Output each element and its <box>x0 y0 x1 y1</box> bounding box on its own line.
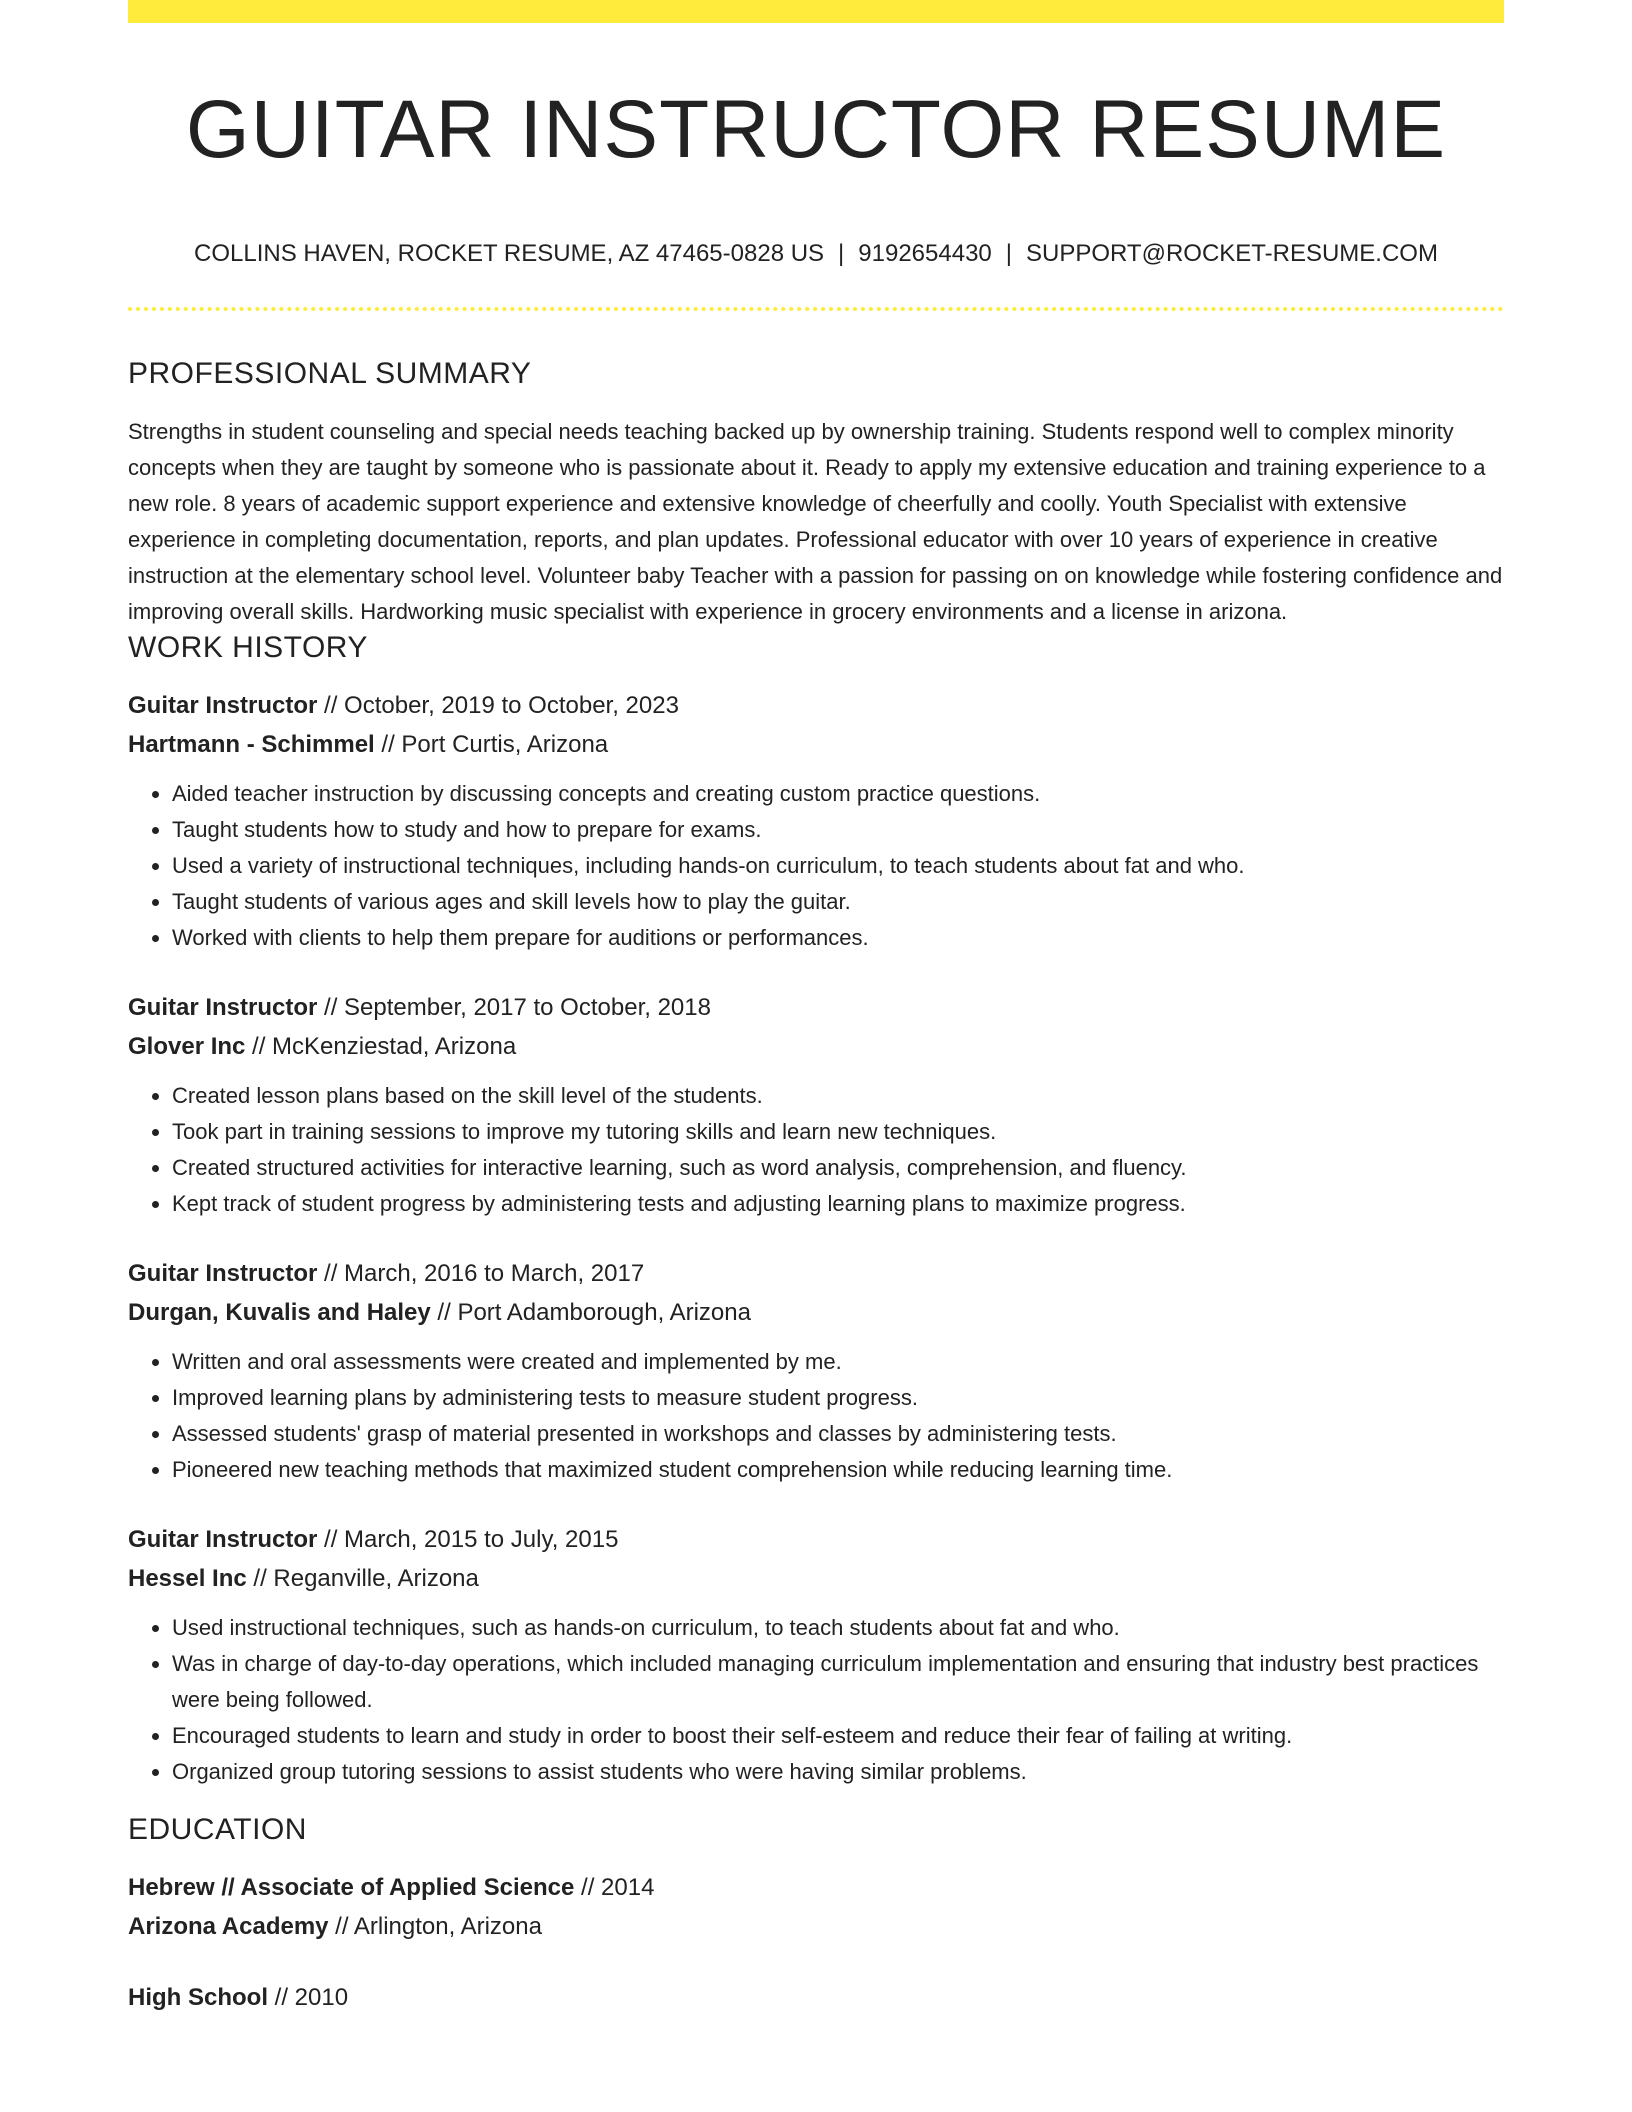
education-degree: High School <box>128 1984 268 2011</box>
job-dates: // October, 2019 to October, 2023 <box>317 692 679 719</box>
job-dates: // September, 2017 to October, 2018 <box>317 994 711 1021</box>
education-heading: EDUCATION <box>128 1813 307 1846</box>
job-company: Glover Inc <box>128 1033 246 1060</box>
job-title: Guitar Instructor <box>128 1526 318 1553</box>
job-bullets <box>128 1344 1504 1488</box>
education-degree: Hebrew // Associate of Applied Science <box>128 1874 575 1901</box>
resume-body <box>128 356 1504 2017</box>
job-entry <box>128 1520 1504 1790</box>
job-title: Guitar Instructor <box>128 1260 318 1287</box>
education-degree-line <box>128 1868 1504 1907</box>
job-bullet: • Created lesson plans based on the skill level of the students. <box>172 1078 1504 1114</box>
job-title: Guitar Instructor <box>128 994 318 1021</box>
job-company-line <box>128 725 1504 764</box>
job-bullet: • Used instructional techniques, such as hands-on curriculum, to teach students about fat and who. <box>172 1610 1504 1646</box>
resume-title: GUITAR INSTRUCTOR RESUME <box>185 84 1447 175</box>
job-dates: // March, 2015 to July, 2015 <box>317 1526 619 1553</box>
contact-separator: | <box>838 240 845 267</box>
job-location: // Port Curtis, Arizona <box>374 731 609 758</box>
education-entry <box>128 1978 1504 2017</box>
contact-phone: 9192654430 <box>858 240 992 267</box>
job-title: Guitar Instructor <box>128 692 318 719</box>
job-title-line <box>128 988 1504 1027</box>
education-school-line <box>128 1907 1504 1946</box>
job-entry <box>128 686 1504 956</box>
job-bullets <box>128 1078 1504 1222</box>
job-bullet: • Encouraged students to learn and study in order to boost their self-esteem and reduce their fear of failing at writing. <box>172 1718 1504 1754</box>
dotted-divider <box>128 307 1504 311</box>
contact-info <box>128 239 1504 269</box>
job-bullet: • Worked with clients to help them prepare for auditions or performances. <box>172 920 1504 956</box>
education-degree-line <box>128 1978 1504 2017</box>
job-bullet: • Pioneered new teaching methods that maximized student comprehension while reducing learning time. <box>172 1452 1504 1488</box>
job-dates: // March, 2016 to March, 2017 <box>317 1260 645 1287</box>
education-school: Arizona Academy <box>128 1913 329 1940</box>
job-location: // Port Adamborough, Arizona <box>430 1299 751 1326</box>
job-company-line <box>128 1293 1504 1332</box>
job-company: Hartmann - Schimmel <box>128 731 375 758</box>
job-company: Hessel Inc <box>128 1565 247 1592</box>
job-bullet: • Improved learning plans by administering tests to measure student progress. <box>172 1380 1504 1416</box>
education-location: // Arlington, Arizona <box>328 1913 542 1940</box>
job-company-line <box>128 1027 1504 1066</box>
job-bullets <box>128 776 1504 956</box>
job-bullet: • Created structured activities for interactive learning, such as word analysis, comprehension, and fluency. <box>172 1150 1504 1186</box>
job-company: Durgan, Kuvalis and Haley <box>128 1299 431 1326</box>
job-bullet: • Kept track of student progress by administering tests and adjusting learning plans to maximize progress. <box>172 1186 1504 1222</box>
job-bullet: • Took part in training sessions to improve my tutoring skills and learn new techniques. <box>172 1114 1504 1150</box>
job-bullet: • Taught students how to study and how to prepare for exams. <box>172 812 1504 848</box>
job-entry <box>128 1254 1504 1488</box>
summary-heading: PROFESSIONAL SUMMARY <box>128 357 532 390</box>
work-history-heading: WORK HISTORY <box>128 631 368 664</box>
education-year: // 2014 <box>574 1874 655 1901</box>
job-bullet: • Was in charge of day-to-day operations, which included managing curriculum implementation and ensuring that industry best practices were being followed. <box>172 1646 1504 1718</box>
contact-email: SUPPORT@ROCKET-RESUME.COM <box>1026 240 1438 267</box>
job-bullet: • Written and oral assessments were created and implemented by me. <box>172 1344 1504 1380</box>
job-title-line <box>128 1520 1504 1559</box>
job-location: // Reganville, Arizona <box>246 1565 479 1592</box>
education-entry <box>128 1868 1504 1946</box>
contact-address: COLLINS HAVEN, ROCKET RESUME, AZ 47465-0828 US <box>194 240 825 267</box>
job-bullet: • Used a variety of instructional techniques, including hands-on curriculum, to teach students about fat and who. <box>172 848 1504 884</box>
job-bullet: • Taught students of various ages and skill levels how to play the guitar. <box>172 884 1504 920</box>
job-bullet: • Organized group tutoring sessions to assist students who were having similar problems. <box>172 1754 1504 1790</box>
education-year: // 2010 <box>268 1984 349 2011</box>
job-bullets <box>128 1610 1504 1790</box>
job-title-line <box>128 1254 1504 1293</box>
job-bullet: • Aided teacher instruction by discussing concepts and creating custom practice questions. <box>172 776 1504 812</box>
job-location: // McKenziestad, Arizona <box>245 1033 517 1060</box>
job-title-line <box>128 686 1504 725</box>
job-entry <box>128 988 1504 1222</box>
job-company-line <box>128 1559 1504 1598</box>
contact-separator: | <box>1005 240 1012 267</box>
summary-text: Strengths in student counseling and special needs teaching backed up by ownership training. Students respond well to complex minority concepts when they are taught by someone who is passionate about it. Ready to apply my extensive education and training experience to a new role. 8 years of academic support experience and extensive knowledge of cheerfully and coolly. Youth Specialist with extensive experience in completing documentation, reports, and plan updates. Professional educator with over 10 years of experience in creative instruction at the elementary school level. Volunteer baby Teacher with a passion for passing on on knowledge while fostering confidence and improving overall skills. Hardworking music specialist with experience in grocery environments and a license in arizona. <box>128 419 1503 624</box>
job-bullet: • Assessed students' grasp of material presented in workshops and classes by administering tests. <box>172 1416 1504 1452</box>
resume-content <box>128 0 1504 2011</box>
